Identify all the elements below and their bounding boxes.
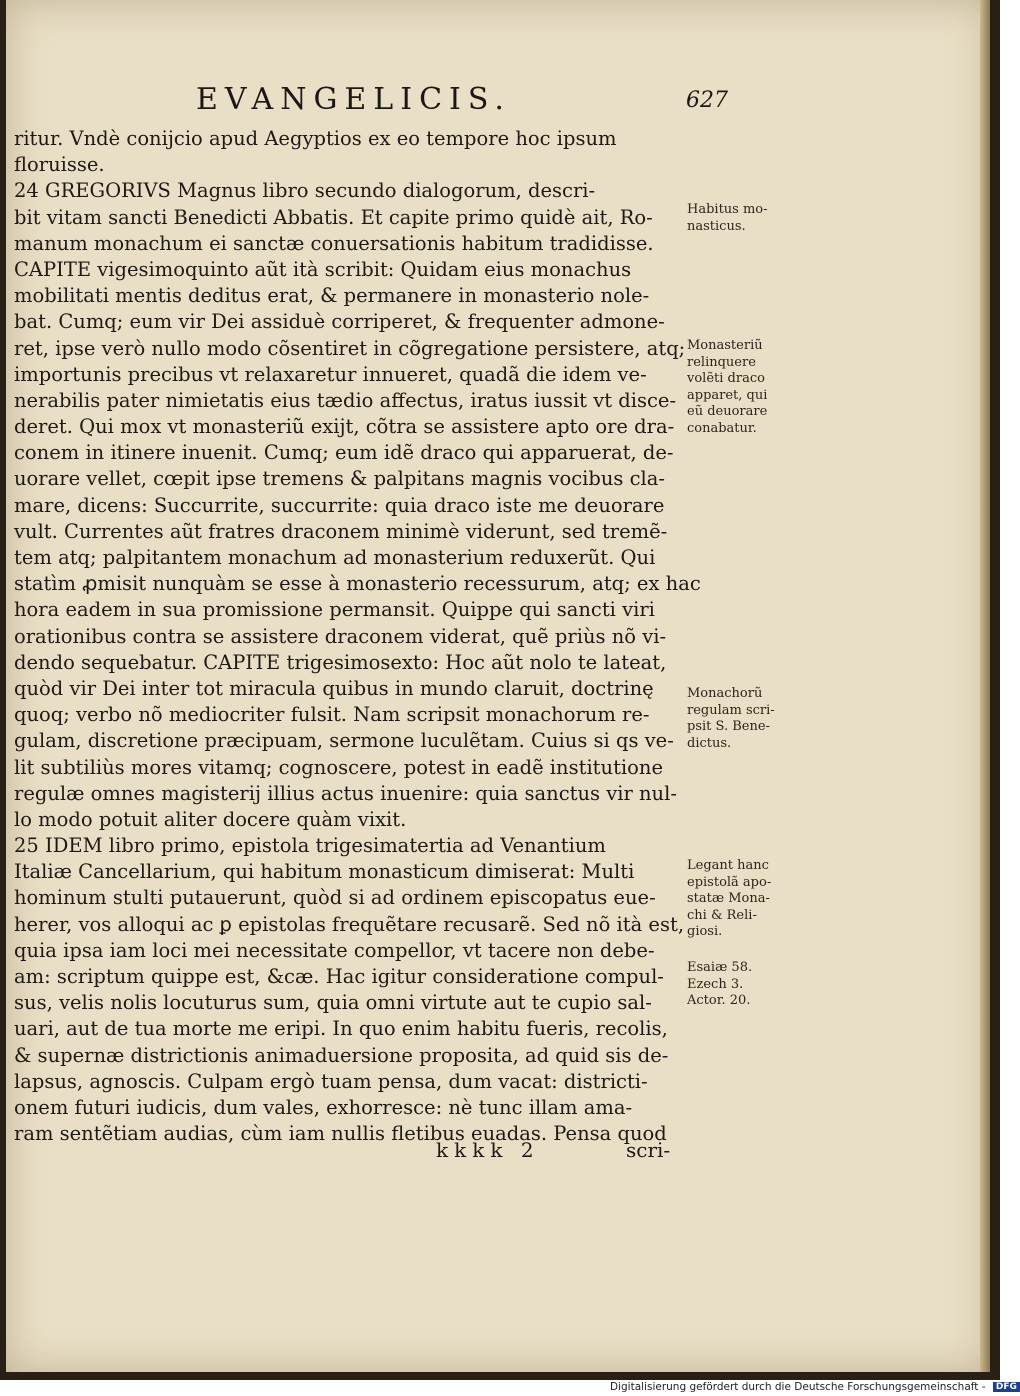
footer-text: Digitalisierung gefördert durch die Deutsche Forschungsgemeinschaft - — [610, 1381, 986, 1393]
text-line: statìm ꝓmisit nunquàm se esse à monasterio recessurum, atq; ex hac — [14, 572, 701, 596]
text-line: quia ipsa iam loci mei necessitate compellor, vt tacere non debe- — [14, 938, 655, 962]
text-line: ret, ipse verò nullo modo cõsentiret in cõgregatione persistere, atq; — [14, 336, 686, 360]
text-line: bit vitam sancti Benedicti Abbatis. Et capite primo quidè ait, Ro- — [14, 205, 653, 229]
text-line: deret. Qui mox vt monasteriũ exijt, cõtra se assistere apto ore dra- — [14, 415, 675, 439]
text-line: uorare vellet, cœpit ipse tremens & palpitans magnis vocibus cla- — [14, 467, 666, 491]
text-line: mobilitati mentis deditus erat, & permanere in monasterio nole- — [14, 284, 650, 308]
text-line: uari, aut de tua morte me eripi. In quo enim habitu fueris, recolis, — [14, 1017, 668, 1041]
text-line: onem futuri iudicis, dum vales, exhorresce: nè tunc illam ama- — [14, 1095, 633, 1119]
text-line: hominum stulti putauerunt, quòd si ad ordinem episcopatus eue- — [14, 886, 656, 910]
body-text — [14, 126, 701, 1147]
margin-note: Monachorũ regulam scri- psit S. Bene- dictus. — [687, 686, 775, 751]
text-line: ritur. Vndè conijcio apud Aegyptios ex eo tempore hoc ipsum — [14, 127, 617, 150]
text-line: 24 GREGORIVS Magnus libro secundo dialogorum, descri- — [14, 179, 596, 203]
text-line: quoq; verbo nõ mediocriter fulsit. Nam scripsit monachorum re- — [14, 703, 650, 727]
signature-mark: kkkk 2 — [436, 1138, 540, 1162]
page-edge — [980, 0, 990, 1372]
digitization-footer — [610, 1381, 1017, 1395]
catchline — [436, 1138, 696, 1168]
text-line: tem atq; palpitantem monachum ad monasterium reduxerũt. Qui — [14, 546, 656, 569]
text-line: hora eadem in sua promissione permansit. Quippe qui sancti viri — [14, 598, 655, 622]
text-line: sus, velis nolis locuturus sum, quia omni virtute aut te cupio sal- — [14, 991, 652, 1015]
text-line: floruisse. — [14, 153, 105, 177]
text-line: herer, vos alloqui ac ꝑ epistolas frequẽtare recusarẽ. Sed nõ ità est, — [14, 912, 685, 936]
text-line: Italiæ Cancellarium, qui habitum monasticum dimiserat: Multi — [14, 860, 635, 884]
folio-number: 627 — [686, 88, 728, 113]
text-line: quòd vir Dei inter tot miracula quibus in mundo claruit, doctrinę — [14, 676, 654, 700]
text-line: nerabilis pater nimietatis eius tædio affectus, iratus iussit vt disce- — [14, 388, 677, 412]
text-line: mare, dicens: Succurrite, succurrite: quia draco iste me deuorare — [14, 493, 665, 517]
text-line: gulam, discretione præcipuam, sermone luculẽtam. Cuius si qs ve- — [14, 729, 674, 753]
text-line: am: scriptum quippe est, &cæ. Hac igitur consideratione compul- — [14, 965, 664, 988]
text-line: & supernæ districtionis animaduersione proposita, ad quid sis de- — [14, 1043, 669, 1067]
text-line: CAPITE vigesimoquinto aũt ità scribit: Quidam eius monachus — [14, 257, 632, 281]
text-line: lit subtiliùs mores vitamq; cognoscere, potest in eadẽ institutione — [14, 755, 663, 779]
running-title: EVANGELICIS. — [196, 82, 511, 117]
text-line: ram sentẽtiam audias, cùm iam nullis fletibus euadas. Pensa quod — [14, 1122, 667, 1146]
text-line: regulæ omnes magisterij illius actus inuenire: quia sanctus vir nul- — [14, 781, 677, 805]
margin-note: Legant hanc epistolã apo- statæ Mona- chi & Reli- giosi. — [687, 858, 772, 939]
text-line: vult. Currentes aũt fratres draconem minimè viderunt, sed tremẽ- — [14, 519, 668, 543]
text-line: bat. Cumq; eum vir Dei assiduè corriperet, & frequenter admone- — [14, 310, 665, 334]
text-line: orationibus contra se assistere draconem viderat, quẽ priùs nõ vi- — [14, 624, 667, 648]
page-header — [196, 82, 716, 122]
dfg-logo: DFG — [993, 1382, 1020, 1392]
margin-note: Esaiæ 58. Ezech 3. Actor. 20. — [687, 960, 753, 1008]
text-line: importunis precibus vt relaxaretur innueret, quadã die idem ve- — [14, 362, 647, 386]
catchword: scri- — [626, 1138, 671, 1162]
text-line: lo modo potuit aliter docere quàm vixit. — [14, 807, 407, 831]
margin-note: Monasteriũ relinquere volẽti draco apparet, qui eũ deuorare conabatur. — [687, 338, 768, 436]
text-line: conem in itinere inuenit. Cumq; eum idẽ draco qui apparuerat, de- — [14, 441, 674, 465]
book-page — [6, 0, 990, 1372]
text-line: manum monachum ei sanctæ conuersationis habitum tradidisse. — [14, 231, 654, 255]
text-line: 25 IDEM libro primo, epistola trigesimatertia ad Venantium — [14, 834, 606, 858]
text-line: dendo sequebatur. CAPITE trigesimosexto: Hoc aũt nolo te lateat, — [14, 650, 667, 674]
margin-note: Habitus mo- nasticus. — [687, 202, 768, 234]
text-line: lapsus, agnoscis. Culpam ergò tuam pensa, dum vacat: districti- — [14, 1069, 648, 1093]
